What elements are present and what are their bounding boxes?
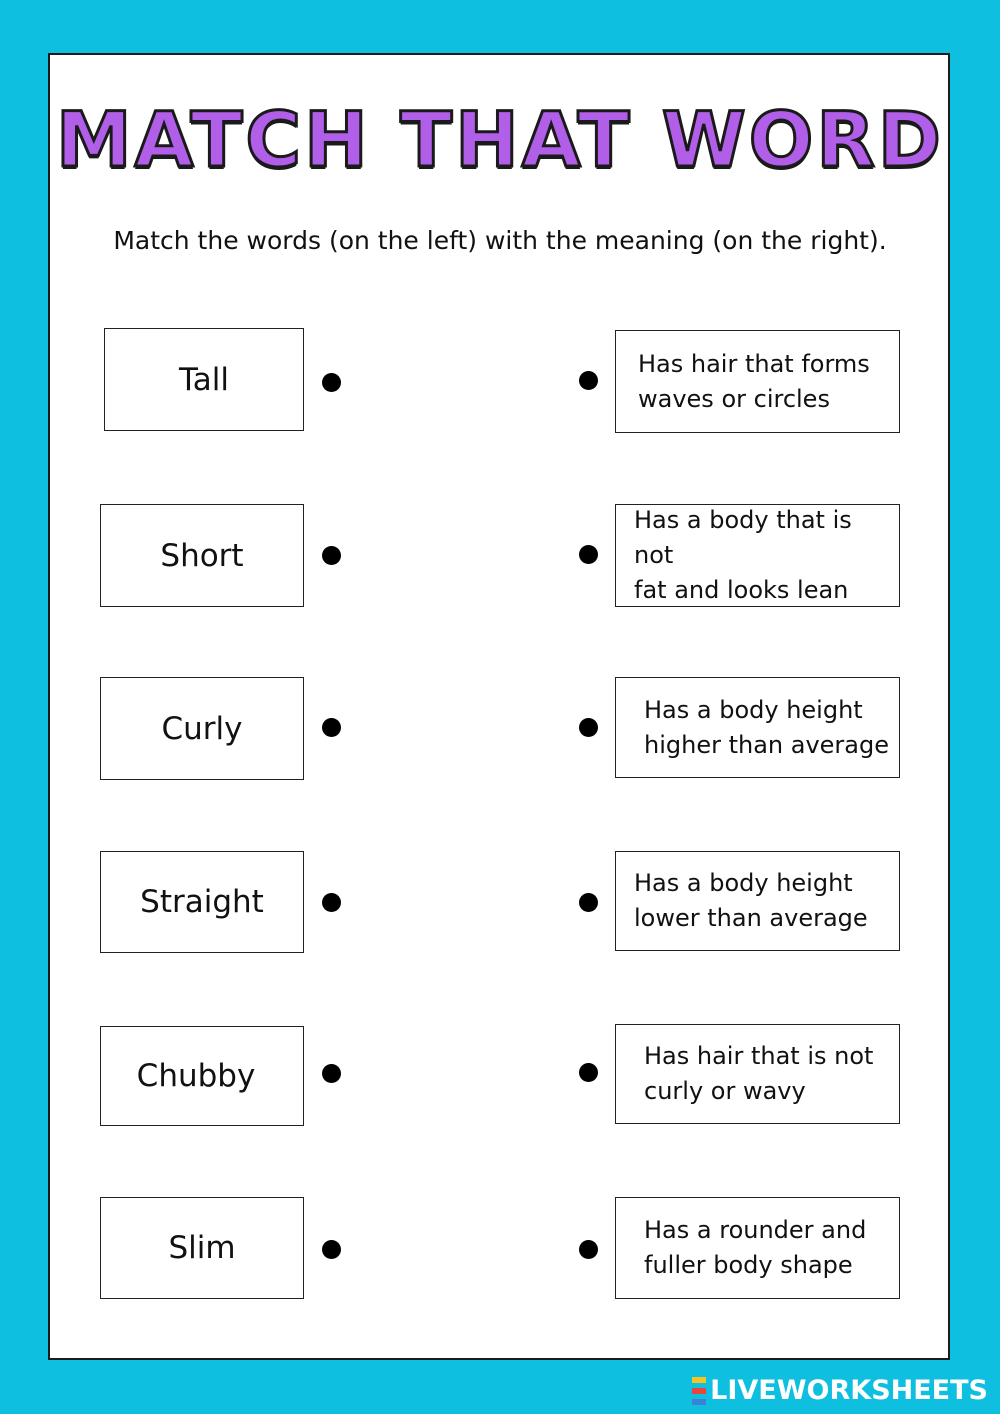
left-match-dot-1[interactable] bbox=[322, 373, 341, 392]
word-label: Straight bbox=[140, 884, 264, 920]
word-label: Short bbox=[160, 537, 244, 574]
right-match-dot-2[interactable] bbox=[579, 545, 598, 564]
word-box-chubby bbox=[100, 1026, 304, 1126]
right-match-dot-6[interactable] bbox=[579, 1240, 598, 1259]
meaning-line: fuller body shape bbox=[644, 1251, 853, 1279]
meaning-line: lower than average bbox=[634, 904, 868, 932]
word-label: Curly bbox=[161, 710, 243, 747]
brand-name: LIVEWORKSHEETS bbox=[710, 1375, 988, 1406]
word-box-slim bbox=[100, 1197, 304, 1299]
word-box-curly bbox=[100, 677, 304, 780]
meaning-line: Has a rounder and bbox=[644, 1216, 867, 1245]
word-box-short bbox=[100, 504, 304, 607]
left-match-dot-5[interactable] bbox=[322, 1064, 341, 1083]
meaning-line: higher than average bbox=[644, 730, 890, 759]
meaning-line: Has a body that is not bbox=[634, 506, 852, 570]
word-label: Slim bbox=[168, 1230, 236, 1266]
meaning-line: curly or wavy bbox=[644, 1077, 806, 1105]
liveworksheets-logo-icon bbox=[692, 1377, 706, 1405]
meaning-box-3 bbox=[615, 677, 900, 778]
word-label: Chubby bbox=[136, 1058, 256, 1094]
right-match-dot-3[interactable] bbox=[579, 718, 598, 737]
word-box-tall bbox=[104, 328, 304, 431]
word-label: Tall bbox=[178, 361, 230, 398]
meaning-box-2 bbox=[615, 504, 900, 607]
meaning-line: Has a body height bbox=[644, 695, 863, 724]
meaning-line: Has a body height bbox=[634, 869, 853, 898]
meaning-line: waves or circles bbox=[638, 384, 830, 413]
right-match-dot-5[interactable] bbox=[579, 1063, 598, 1082]
right-match-dot-1[interactable] bbox=[579, 371, 598, 390]
left-match-dot-4[interactable] bbox=[322, 893, 341, 912]
meaning-box-4 bbox=[615, 851, 900, 951]
meaning-box-6 bbox=[615, 1197, 900, 1299]
left-match-dot-3[interactable] bbox=[322, 718, 341, 737]
meaning-box-5 bbox=[615, 1024, 900, 1124]
left-match-dot-6[interactable] bbox=[322, 1240, 341, 1259]
right-match-dot-4[interactable] bbox=[579, 893, 598, 912]
brand-watermark bbox=[692, 1375, 988, 1406]
word-box-straight bbox=[100, 851, 304, 953]
meaning-line: Has hair that forms bbox=[638, 349, 870, 378]
instructions: Match the words (on the left) with the meaning (on the right). bbox=[113, 226, 887, 255]
meaning-box-1 bbox=[615, 330, 900, 433]
left-match-dot-2[interactable] bbox=[322, 546, 341, 565]
page-title: MATCH THAT WORD bbox=[56, 95, 944, 184]
meaning-line: Has hair that is not bbox=[644, 1042, 874, 1071]
meaning-line: fat and looks lean bbox=[634, 575, 849, 604]
